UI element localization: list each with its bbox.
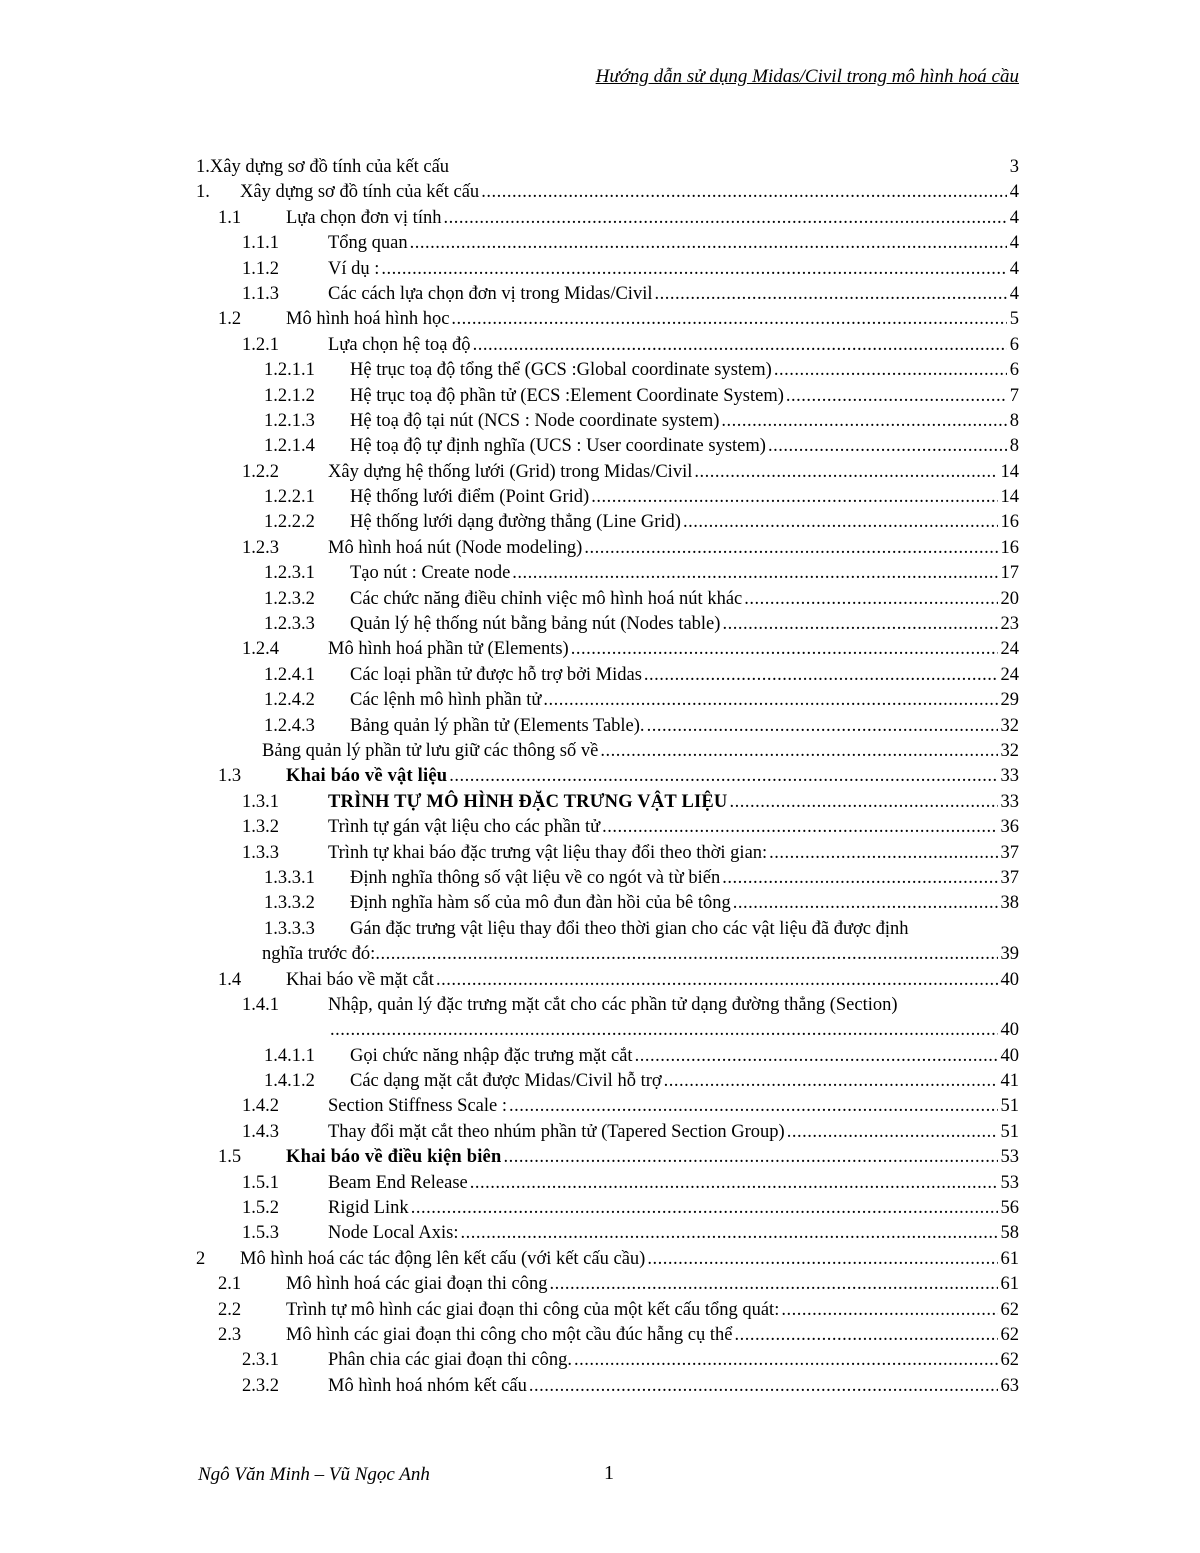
dot-leader [600, 739, 997, 764]
toc-entry-page: 16 [1000, 537, 1019, 558]
toc-entry[interactable] [196, 1298, 1019, 1323]
dot-leader [584, 536, 997, 561]
toc-entry[interactable] [196, 739, 1019, 764]
toc-entry-title: TRÌNH TỰ MÔ HÌNH ĐẶC TRƯNG VẬT LIỆU [328, 791, 728, 812]
toc-entry-number: 1.4 [218, 969, 242, 990]
dot-leader [654, 282, 1006, 307]
toc-entry[interactable] [196, 384, 1019, 409]
toc-entry-page: 53 [1000, 1172, 1019, 1193]
toc-entry[interactable] [196, 612, 1019, 637]
dot-leader [734, 1323, 997, 1348]
toc-entry-number: 1.2.3.3 [264, 614, 315, 635]
toc-entry-number: 1.1.2 [242, 258, 279, 279]
dot-leader [774, 358, 1007, 383]
toc-entry[interactable] [196, 891, 1019, 916]
dot-leader [722, 612, 997, 637]
toc-entry[interactable] [196, 206, 1019, 231]
toc-entry-number: 1.2.4 [242, 639, 279, 660]
toc-entry-number: 1.2.2.1 [264, 487, 315, 508]
toc-entry-page: 32 [1000, 740, 1019, 761]
toc-entry-title: Trình tự khai báo đặc trưng vật liệu thay đổi theo thời gian: [328, 842, 768, 863]
dot-leader [512, 561, 997, 586]
toc-entry-title: Xây dựng hệ thống lưới (Grid) trong Midas/Civil [328, 461, 693, 482]
toc-entry[interactable] [196, 764, 1019, 789]
toc-entry-title: Gọi chức năng nhập đặc trưng mặt cắt [350, 1045, 633, 1066]
toc-entry[interactable] [196, 155, 1019, 180]
dot-leader [509, 1094, 998, 1119]
toc-entry-title: 1.Xây dựng sơ đồ tính của kết cấu [196, 157, 450, 177]
toc-entry-title: Mô hình hoá các tác động lên kết cấu (với kết cấu cầu) [240, 1248, 646, 1269]
toc-entry-number: 1.3.3.3 [264, 918, 315, 939]
toc-entry-title: Thay đổi mặt cắt theo nhúm phần tử (Tapered Section Group) [328, 1121, 785, 1142]
dot-leader [543, 688, 997, 713]
toc-entry-page: 4 [1009, 182, 1019, 203]
toc-entry-number: 1.4.2 [242, 1096, 279, 1117]
toc-entry-title: Hệ trục toạ độ tổng thể (GCS :Global coordinate system) [350, 360, 772, 381]
toc-entry-title: Khai báo về vật liệu [286, 766, 448, 787]
toc-entry[interactable] [196, 231, 1019, 256]
toc-entry-page: 4 [1009, 207, 1019, 228]
toc-entry-number: 2.3.1 [242, 1350, 279, 1371]
toc-entry-title: Hệ toạ độ tại nút (NCS : Node coordinate system) [350, 410, 720, 431]
toc-entry[interactable] [196, 536, 1019, 561]
toc-entry-number: 1.4.1.1 [264, 1045, 315, 1066]
toc-entry-page: 4 [1009, 283, 1019, 304]
table-of-contents [196, 155, 1019, 1399]
toc-entry-page: 14 [1000, 487, 1019, 508]
dot-leader [443, 206, 1006, 231]
dot-leader [470, 1171, 998, 1196]
toc-entry-page: 37 [1000, 842, 1019, 863]
toc-entry-title: Beam End Release [328, 1172, 468, 1193]
dot-leader [381, 257, 1006, 282]
dot-leader [550, 1272, 998, 1297]
toc-entry-title: Bảng quản lý phần tử (Elements Table). [350, 715, 645, 736]
toc-entry[interactable] [196, 663, 1019, 688]
toc-entry-title: Trình tự mô hình các giai đoạn thi công của một kết cấu tổng quát: [286, 1299, 780, 1320]
toc-entry-page: 23 [1000, 614, 1019, 635]
toc-entry-page: 62 [1000, 1299, 1019, 1320]
dot-leader [769, 841, 997, 866]
dot-leader [664, 1069, 998, 1094]
toc-entry-number: 1.2.1 [242, 334, 279, 355]
toc-entry-number: 1.2.1.2 [264, 385, 315, 406]
toc-entry-page: 51 [1000, 1121, 1019, 1142]
toc-entry[interactable] [196, 409, 1019, 434]
toc-entry-page: 6 [1009, 334, 1019, 355]
toc-entry-page: 33 [1000, 766, 1019, 787]
dot-leader [694, 460, 997, 485]
dot-leader [375, 942, 997, 967]
dot-leader [503, 1145, 997, 1170]
dot-leader [721, 409, 1006, 434]
toc-entry-number: 1.2.1.1 [264, 360, 315, 381]
toc-entry-page: 53 [1000, 1147, 1019, 1168]
toc-entry-title: Rigid Link [328, 1198, 409, 1219]
toc-entry-title: Các cách lựa chọn đơn vị trong Midas/Civil [328, 283, 653, 304]
toc-entry-title: Khai báo về mặt cắt [286, 969, 434, 990]
dot-leader [730, 790, 998, 815]
dot-leader [571, 637, 998, 662]
toc-entry[interactable] [196, 257, 1019, 282]
toc-entry-number: 1.2.2 [242, 461, 279, 482]
toc-entry[interactable] [196, 460, 1019, 485]
dot-leader [787, 1120, 998, 1145]
dot-leader [461, 1221, 998, 1246]
toc-entry[interactable] [196, 1171, 1019, 1196]
toc-entry-number: 1.4.3 [242, 1121, 279, 1142]
toc-entry-title-continued: nghĩa trước đó: [262, 944, 376, 965]
dot-leader [436, 968, 998, 993]
toc-entry-page: 40 [1000, 1020, 1019, 1041]
toc-entry-number: 1.3 [218, 766, 242, 787]
toc-entry-page: 3 [1009, 157, 1019, 177]
toc-entry-page: 8 [1009, 410, 1019, 431]
toc-entry-page: 58 [1000, 1223, 1019, 1244]
toc-entry-page: 6 [1009, 360, 1019, 381]
toc-entry-number: 1.5 [218, 1147, 242, 1168]
dot-leader [635, 1044, 998, 1069]
toc-entry-title: Hệ trục toạ độ phần tử (ECS :Element Coordinate System) [350, 385, 784, 406]
toc-entry[interactable] [196, 1120, 1019, 1145]
toc-entry[interactable] [196, 434, 1019, 459]
toc-entry-page: 5 [1009, 309, 1019, 330]
toc-entry-number: 1.2.4.1 [264, 664, 315, 685]
dot-leader [644, 663, 998, 688]
toc-entry-page: 36 [1000, 817, 1019, 838]
toc-entry-number: 1.5.2 [242, 1198, 279, 1219]
toc-entry-number: 1.5.3 [242, 1223, 279, 1244]
toc-entry[interactable] [196, 358, 1019, 383]
dot-leader [451, 307, 1006, 332]
toc-entry-page: 32 [1000, 715, 1019, 736]
toc-entry-continuation[interactable] [196, 1018, 1019, 1043]
toc-entry-title: Section Stiffness Scale : [328, 1096, 507, 1117]
toc-entry-page: 62 [1000, 1350, 1019, 1371]
toc-entry-title: Mô hình hoá nút (Node modeling) [328, 537, 583, 558]
dot-leader [330, 1018, 998, 1043]
toc-entry-number: 1.2 [218, 309, 242, 330]
toc-entry-page: 4 [1009, 233, 1019, 254]
toc-entry-title: Các loại phần tử được hỗ trợ bởi Midas [350, 664, 642, 685]
dot-leader [449, 764, 997, 789]
toc-entry-number: 1.3.3.2 [264, 893, 315, 914]
toc-entry-page: 17 [1000, 563, 1019, 584]
toc-entry-number: 1.3.1 [242, 791, 279, 812]
dot-leader [411, 1196, 998, 1221]
toc-entry-title: Các lệnh mô hình phần tử [350, 690, 542, 711]
toc-entry-number: 1. [196, 182, 210, 203]
toc-entry-title: Khai báo về điều kiện biên [286, 1147, 502, 1168]
toc-entry-page: 40 [1000, 1045, 1019, 1066]
toc-entry-title: Mô hình các giai đoạn thi công cho một cầu đúc hẫng cụ thể [286, 1324, 733, 1345]
toc-entry-title: Mô hình hoá hình học [286, 309, 450, 330]
toc-entry-number: 1.1.3 [242, 283, 279, 304]
toc-entry-page: 20 [1000, 588, 1019, 609]
toc-entry-title: Các chức năng điều chỉnh việc mô hình hoá nút khác [350, 588, 743, 609]
toc-entry-number: 1.3.3.1 [264, 867, 315, 888]
toc-entry-number: 2.3 [218, 1324, 242, 1345]
toc-entry[interactable] [196, 1348, 1019, 1373]
toc-entry-number: 1.2.4.3 [264, 715, 315, 736]
dot-leader [786, 384, 1007, 409]
toc-entry[interactable] [196, 968, 1019, 993]
toc-entry[interactable] [196, 993, 1019, 1018]
toc-entry[interactable] [196, 637, 1019, 662]
toc-entry-number: 1.5.1 [242, 1172, 279, 1193]
toc-entry-title: Gán đặc trưng vật liệu thay đổi theo thời gian cho các vật liệu đã được định [350, 918, 909, 939]
toc-entry-page: 14 [1000, 461, 1019, 482]
toc-entry-title: Hệ toạ độ tự định nghĩa (UCS : User coordinate system) [350, 436, 766, 457]
toc-entry[interactable] [196, 866, 1019, 891]
dot-leader [647, 1247, 997, 1272]
dot-leader [744, 587, 997, 612]
toc-entry[interactable] [196, 1094, 1019, 1119]
toc-entry-page: 61 [1000, 1274, 1019, 1295]
toc-entry-number: 1.2.2.2 [264, 512, 315, 533]
toc-entry[interactable] [196, 561, 1019, 586]
dot-leader [647, 714, 998, 739]
toc-entry-title: Lựa chọn đơn vị tính [286, 207, 442, 228]
toc-entry-page: 29 [1000, 690, 1019, 711]
toc-entry-page: 40 [1000, 969, 1019, 990]
toc-entry-title: Nhập, quản lý đặc trưng mặt cắt cho các phần tử dạng đường thẳng (Section) [328, 994, 898, 1015]
toc-entry-number: 1.1.1 [242, 233, 279, 254]
toc-entry-title: Phân chia các giai đoạn thi công. [328, 1350, 573, 1371]
toc-entry[interactable] [196, 587, 1019, 612]
toc-entry[interactable] [196, 714, 1019, 739]
toc-entry[interactable] [196, 1272, 1019, 1297]
toc-entry[interactable] [196, 333, 1019, 358]
dot-leader [591, 485, 997, 510]
dot-leader [473, 333, 1007, 358]
toc-entry[interactable] [196, 841, 1019, 866]
toc-entry-page: 39 [1000, 944, 1019, 965]
toc-entry-title: Mô hình hoá các giai đoạn thi công [286, 1274, 548, 1295]
toc-entry-number: 1.3.3 [242, 842, 279, 863]
toc-entry[interactable] [196, 510, 1019, 535]
toc-entry-page: 37 [1000, 867, 1019, 888]
dot-leader [781, 1298, 997, 1323]
toc-entry-page: 4 [1009, 258, 1019, 279]
toc-entry-number: 1.2.3.2 [264, 588, 315, 609]
dot-leader [722, 866, 997, 891]
toc-entry-title: Mô hình hoá nhóm kết cấu [328, 1375, 527, 1396]
toc-entry-title: Ví dụ : [328, 258, 380, 279]
toc-entry-title: Mô hình hoá phần tử (Elements) [328, 639, 569, 660]
toc-entry-page: 61 [1000, 1248, 1019, 1269]
toc-entry-number: 2.3.2 [242, 1375, 279, 1396]
dot-leader [733, 891, 998, 916]
toc-entry-title: Các dạng mặt cắt được Midas/Civil hỗ trợ [350, 1071, 662, 1092]
toc-entry[interactable] [196, 1323, 1019, 1348]
dot-leader [574, 1348, 997, 1373]
toc-entry-continuation[interactable] [196, 942, 1019, 967]
toc-entry-title: Quản lý hệ thống nút bằng bảng nút (Nodes table) [350, 614, 721, 635]
toc-entry-number: 1.2.3 [242, 537, 279, 558]
toc-entry[interactable] [196, 1221, 1019, 1246]
toc-entry[interactable] [196, 1374, 1019, 1399]
toc-entry-page: 41 [1000, 1071, 1019, 1092]
toc-entry[interactable] [196, 485, 1019, 510]
toc-entry[interactable] [196, 282, 1019, 307]
dot-leader [602, 815, 997, 840]
toc-entry-page: 24 [1000, 664, 1019, 685]
toc-entry-title: Hệ thống lưới điểm (Point Grid) [350, 487, 590, 508]
toc-entry[interactable] [196, 790, 1019, 815]
toc-entry-page: 7 [1009, 385, 1019, 406]
footer-author: Ngô Văn Minh – Vũ Ngọc Anh [198, 1464, 430, 1485]
toc-entry-title: Xây dựng sơ đồ tính của kết cấu [240, 182, 480, 203]
toc-entry-page: 33 [1000, 791, 1019, 812]
toc-entry-number: 1.2.4.2 [264, 690, 315, 711]
toc-entry-title: Lựa chọn hệ toạ độ [328, 334, 471, 355]
toc-entry-number: 2.2 [218, 1299, 242, 1320]
toc-entry-page: 56 [1000, 1198, 1019, 1219]
toc-entry-title: Định nghĩa hàm số của mô đun đàn hồi của bê tông [350, 893, 731, 914]
toc-entry-page: 16 [1000, 512, 1019, 533]
toc-entry-page: 24 [1000, 639, 1019, 660]
toc-entry-number: 2 [196, 1248, 206, 1269]
toc-entry[interactable] [196, 917, 1019, 942]
toc-entry-page: 8 [1009, 436, 1019, 457]
toc-entry-title: Tạo nút : Create node [350, 563, 511, 584]
toc-entry[interactable] [196, 1196, 1019, 1221]
toc-entry-title: Node Local Axis: [328, 1223, 459, 1244]
dot-leader [529, 1374, 998, 1399]
toc-entry-title: Định nghĩa thông số vật liệu về co ngót và từ biến [350, 867, 721, 888]
toc-entry[interactable] [196, 815, 1019, 840]
toc-entry[interactable] [196, 1044, 1019, 1069]
dot-leader [481, 180, 1007, 205]
dot-leader [410, 231, 1007, 256]
toc-entry-title: Bảng quản lý phần tử lưu giữ các thông số về [262, 740, 599, 761]
toc-entry-title: Tổng quan [328, 233, 408, 254]
toc-entry[interactable] [196, 307, 1019, 332]
toc-entry-title: Trình tự gán vật liệu cho các phần tử [328, 817, 601, 838]
toc-entry-number: 1.4.1 [242, 994, 279, 1015]
toc-entry-number: 1.4.1.2 [264, 1071, 315, 1092]
toc-entry-number: 1.3.2 [242, 817, 279, 838]
page-number: 1 [604, 1462, 614, 1484]
toc-entry-page: 62 [1000, 1324, 1019, 1345]
toc-entry[interactable] [196, 1069, 1019, 1094]
toc-entry-number: 1.2.3.1 [264, 563, 315, 584]
toc-entry-page: 63 [1000, 1375, 1019, 1396]
toc-entry-number: 2.1 [218, 1274, 242, 1295]
toc-entry-title: Hệ thống lưới dạng đường thẳng (Line Grid) [350, 512, 681, 533]
running-header: Hướng dẫn sử dụng Midas/Civil trong mô hình hoá cầu [595, 66, 1019, 87]
toc-entry[interactable] [196, 180, 1019, 205]
toc-entry[interactable] [196, 1145, 1019, 1170]
toc-entry-page: 38 [1000, 893, 1019, 914]
toc-entry-number: 1.2.1.4 [264, 436, 315, 457]
toc-entry[interactable] [196, 1247, 1019, 1272]
toc-entry[interactable] [196, 688, 1019, 713]
dot-leader [683, 510, 998, 535]
toc-entry-number: 1.1 [218, 207, 242, 228]
toc-entry-number: 1.2.1.3 [264, 410, 315, 431]
dot-leader [768, 434, 1007, 459]
toc-entry-page: 51 [1000, 1096, 1019, 1117]
